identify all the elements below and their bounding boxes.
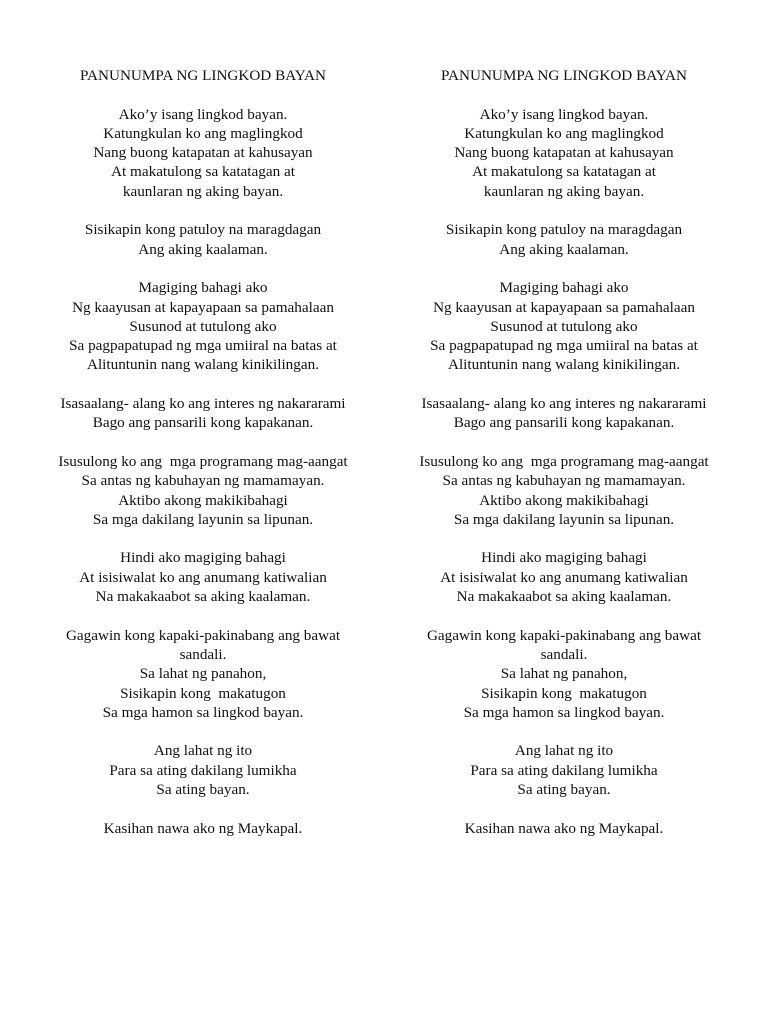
oath-line: Nang buong katapatan at kahusayan <box>454 144 674 162</box>
oath-line: Bago ang pansarili kong kapakanan. <box>92 414 314 432</box>
oath-line: Ang lahat ng ito <box>514 742 614 760</box>
oath-body <box>17 105 389 838</box>
oath-stanza <box>378 394 750 433</box>
oath-line: Sa mga hamon sa lingkod bayan. <box>102 703 304 721</box>
oath-line: Bago ang pansarili kong kapakanan. <box>453 414 675 432</box>
oath-stanza <box>378 452 750 529</box>
oath-line: Ng kaayusan at kapayapaan sa pamahalaan <box>72 298 334 316</box>
oath-line: Ang aking kaalaman. <box>138 240 268 258</box>
oath-copy-left <box>17 66 389 857</box>
oath-stanza <box>378 548 750 606</box>
oath-stanza <box>17 741 389 799</box>
oath-line: Katungkulan ko ang maglingkod <box>103 124 303 142</box>
oath-line: At makatulong sa katatagan at <box>111 163 295 181</box>
oath-line: Kasihan nawa ako ng Maykapal. <box>103 819 303 837</box>
oath-line: Isusulong ko ang mga programang mag-aangat <box>419 452 709 470</box>
oath-line: Magiging bahagi ako <box>499 279 629 297</box>
oath-line: Alituntunin nang walang kinikilingan. <box>86 356 319 374</box>
oath-line: Isasaalang- alang ko ang interes ng nakararami <box>421 395 707 413</box>
oath-line: Susunod at tutulong ako <box>490 317 638 335</box>
oath-line: Kasihan nawa ako ng Maykapal. <box>464 819 664 837</box>
oath-line: Isusulong ko ang mga programang mag-aangat <box>58 452 348 470</box>
oath-stanza <box>17 394 389 433</box>
oath-title: PANUNUMPA NG LINGKOD BAYAN <box>441 67 687 84</box>
oath-line: Sisikapin kong patuloy na maragdagan <box>445 221 683 239</box>
oath-body <box>378 105 750 838</box>
oath-stanza <box>378 626 750 722</box>
oath-stanza <box>17 548 389 606</box>
oath-title: PANUNUMPA NG LINGKOD BAYAN <box>80 67 326 84</box>
oath-line: Hindi ako magiging bahagi <box>481 549 647 567</box>
oath-line: kaunlaran ng aking bayan. <box>483 182 645 200</box>
oath-line: sandali. <box>540 645 588 663</box>
oath-line: Sa lahat ng panahon, <box>139 665 267 683</box>
oath-stanza <box>17 105 389 201</box>
oath-line: Sa pagpapatupad ng mga umiiral na batas at <box>430 337 698 355</box>
oath-line: Sa lahat ng panahon, <box>500 665 628 683</box>
oath-line: sandali. <box>179 645 227 663</box>
oath-line: Sa antas ng kabuhayan ng mamamayan. <box>442 472 686 490</box>
oath-line: Gagawin kong kapaki-pakinabang ang bawat <box>65 626 341 644</box>
oath-line: Isasaalang- alang ko ang interes ng nakararami <box>60 395 346 413</box>
oath-line: At isisiwalat ko ang anumang katiwalian <box>79 568 327 586</box>
oath-line: Nang buong katapatan at kahusayan <box>93 144 313 162</box>
oath-copy-right <box>378 66 750 857</box>
oath-line: Sa mga dakilang layunin sa lipunan. <box>453 510 675 528</box>
oath-line: Ang lahat ng ito <box>153 742 253 760</box>
oath-line: Alituntunin nang walang kinikilingan. <box>447 356 680 374</box>
oath-line: Para sa ating dakilang lumikha <box>470 761 658 779</box>
oath-line: Para sa ating dakilang lumikha <box>109 761 297 779</box>
oath-line: Hindi ako magiging bahagi <box>120 549 286 567</box>
oath-stanza <box>17 278 389 374</box>
oath-line: Susunod at tutulong ako <box>129 317 277 335</box>
oath-line: Na makakaabot sa aking kaalaman. <box>456 588 672 606</box>
oath-line: kaunlaran ng aking bayan. <box>122 182 284 200</box>
oath-stanza <box>378 819 750 838</box>
oath-line: Sa mga hamon sa lingkod bayan. <box>463 703 665 721</box>
oath-line: Sa ating bayan. <box>517 780 611 798</box>
oath-stanza <box>17 452 389 529</box>
oath-line: Sa ating bayan. <box>156 780 250 798</box>
oath-line: At makatulong sa katatagan at <box>472 163 656 181</box>
oath-line: Katungkulan ko ang maglingkod <box>464 124 664 142</box>
oath-stanza <box>17 220 389 259</box>
oath-line: Aktibo akong makikibahagi <box>479 491 649 509</box>
oath-line: Sisikapin kong patuloy na maragdagan <box>84 221 322 239</box>
oath-stanza <box>17 626 389 722</box>
oath-line: Sisikapin kong makatugon <box>120 684 286 702</box>
oath-line: Ng kaayusan at kapayapaan sa pamahalaan <box>433 298 695 316</box>
oath-line: Ang aking kaalaman. <box>499 240 629 258</box>
oath-line: Ako’y isang lingkod bayan. <box>479 105 649 123</box>
oath-line: Gagawin kong kapaki-pakinabang ang bawat <box>426 626 702 644</box>
oath-line: Sa antas ng kabuhayan ng mamamayan. <box>81 472 325 490</box>
oath-stanza <box>378 220 750 259</box>
oath-stanza <box>378 278 750 374</box>
oath-line: Sa pagpapatupad ng mga umiiral na batas at <box>69 337 337 355</box>
oath-stanza <box>378 741 750 799</box>
oath-line: Aktibo akong makikibahagi <box>118 491 288 509</box>
oath-line: Ako’y isang lingkod bayan. <box>118 105 288 123</box>
oath-line: Na makakaabot sa aking kaalaman. <box>95 588 311 606</box>
oath-line: Sisikapin kong makatugon <box>481 684 647 702</box>
oath-line: Sa mga dakilang layunin sa lipunan. <box>92 510 314 528</box>
oath-stanza <box>378 105 750 201</box>
oath-line: Magiging bahagi ako <box>138 279 268 297</box>
oath-stanza <box>17 819 389 838</box>
oath-line: At isisiwalat ko ang anumang katiwalian <box>440 568 688 586</box>
